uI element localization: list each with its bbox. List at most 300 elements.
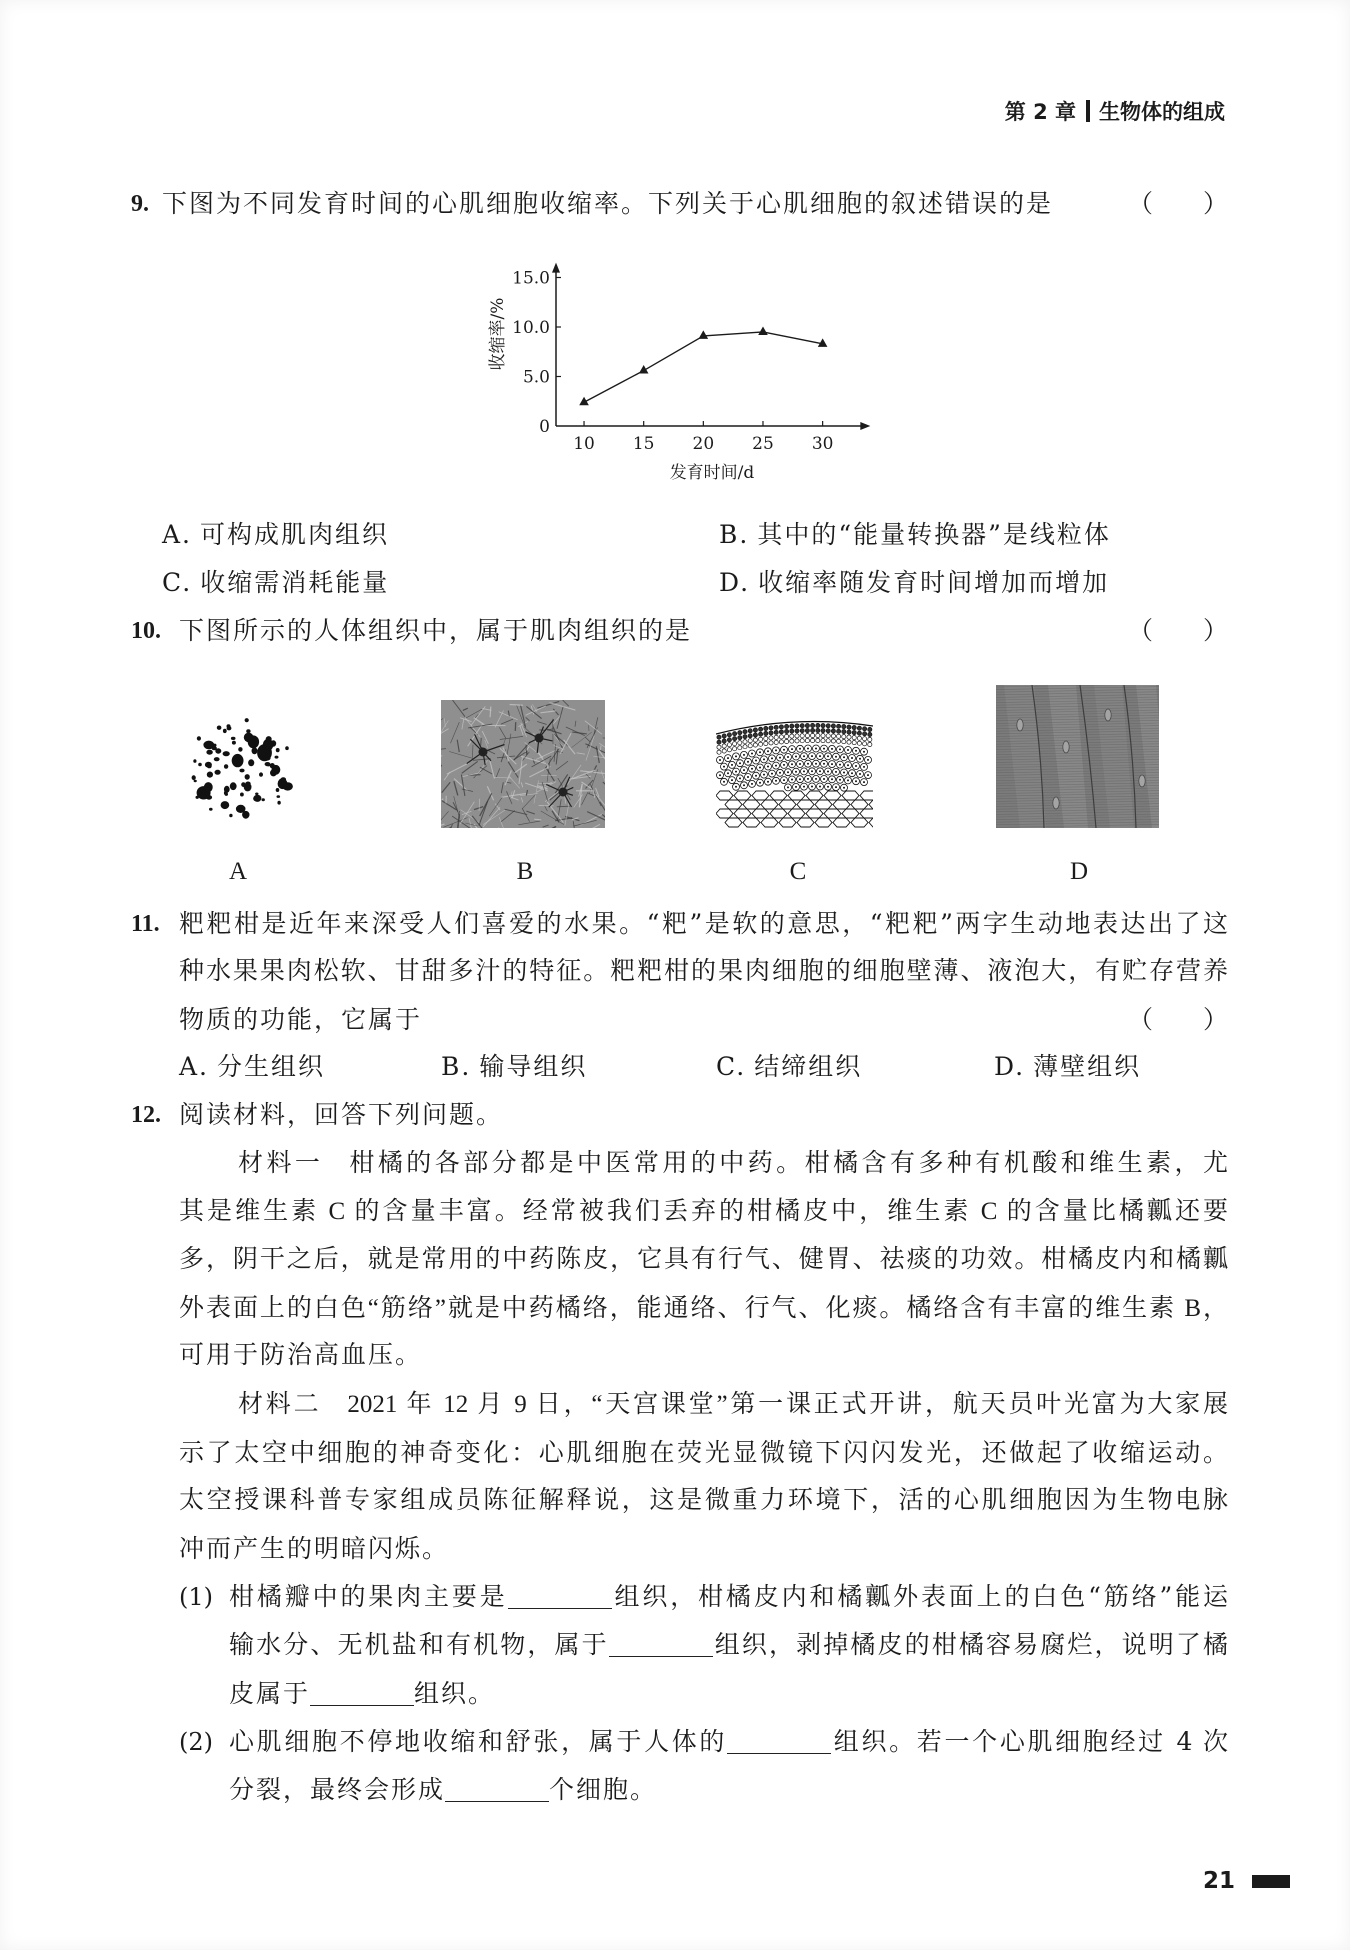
- q10-number: 10.: [131, 618, 161, 644]
- lower-cell: [869, 818, 873, 827]
- series-line: [584, 332, 823, 402]
- cell-blob: [198, 763, 202, 767]
- surface-cell: [868, 732, 872, 736]
- x-axis-arrow: [860, 422, 870, 430]
- cell-nucleus: [827, 771, 829, 773]
- cell-nucleus: [767, 766, 769, 768]
- surface-cell: [785, 724, 789, 728]
- cell-nucleus: [847, 779, 849, 781]
- cell-nucleus: [771, 757, 773, 759]
- cell-blob: [255, 793, 258, 796]
- q9-stem: 下图为不同发育时间的心肌细胞收缩率。下列关于心肌细胞的叙述错误的是: [162, 189, 1054, 218]
- surface-cell: [852, 726, 856, 730]
- material-1-text: 柑橘的各部分都是中医常用的中药。柑橘含有多种有机酸和维生素，尤: [349, 1150, 1228, 1177]
- y-axis-label: 收缩率/%: [488, 297, 508, 371]
- material-2-line-4: 冲而产生的明暗闪烁。: [179, 1536, 450, 1563]
- surface-cell: [790, 739, 794, 743]
- y-tick-label: 5.0: [522, 367, 550, 388]
- surface-cell: [790, 729, 794, 733]
- surface-cell: [831, 739, 835, 743]
- surface-cell: [837, 729, 841, 733]
- sub-question-1-line-1: [229, 1580, 1228, 1614]
- cell-nucleus: [743, 754, 745, 756]
- surface-cell: [831, 729, 835, 733]
- surface-cell: [852, 736, 856, 740]
- surface-cell: [837, 739, 841, 743]
- nucleus: [1139, 775, 1145, 787]
- cell-nucleus: [767, 750, 769, 752]
- surface-cell: [722, 734, 726, 738]
- option-label: A.: [179, 1052, 210, 1081]
- material-2-line-3: 太空授课科普专家组成员陈征解释说，这是微重力环境下，活的心肌细胞因为生物电脉: [179, 1487, 1228, 1514]
- cell-nucleus: [735, 771, 737, 773]
- cell-nucleus: [787, 771, 789, 773]
- lower-cell: [734, 791, 751, 800]
- lower-cell: [851, 818, 868, 827]
- material-2-line-2: 示了太空中细胞的神奇变化：心肌细胞在荧光显微镜下闪闪发光，还做起了收缩运动。: [179, 1440, 1228, 1467]
- q12-stem: 阅读材料，回答下列问题。: [179, 1100, 504, 1129]
- cell-blob: [285, 746, 289, 750]
- cell-blob: [248, 735, 259, 748]
- surface-cell: [717, 735, 721, 739]
- lower-cell: [770, 791, 787, 800]
- data-point: [758, 326, 768, 335]
- surface-cell: [868, 737, 872, 741]
- surface-cell: [738, 746, 742, 750]
- sub-question-2-line-2: [229, 1773, 657, 1807]
- surface-cell: [733, 732, 737, 736]
- option-label: D.: [719, 568, 751, 597]
- q9-option-b: [719, 518, 1111, 552]
- lower-cell: [815, 818, 832, 827]
- surface-cell: [821, 724, 825, 728]
- y-tick-label: 0: [539, 417, 550, 437]
- cell-blob: [259, 772, 263, 776]
- cell-blob: [245, 718, 249, 722]
- lower-cell: [716, 791, 733, 800]
- sub-question-1-label: (1): [179, 1583, 213, 1611]
- surface-cell: [717, 745, 721, 749]
- cell-nucleus: [751, 753, 753, 755]
- surface-cell: [800, 734, 804, 738]
- figure-label-a: A: [228, 858, 248, 885]
- page-number: 21: [1203, 1868, 1236, 1894]
- option-text: 薄壁组织: [1033, 1052, 1142, 1081]
- lower-cell: [842, 791, 859, 800]
- cell-nucleus: [747, 776, 749, 778]
- option-text: 分生组织: [217, 1052, 326, 1081]
- y-tick-label: 10.0: [512, 318, 550, 338]
- surface-cell: [795, 724, 799, 728]
- cell-blob: [227, 726, 232, 730]
- material-1-label: 材料一: [238, 1150, 324, 1177]
- surface-cell: [743, 735, 747, 739]
- surface-cell: [769, 736, 773, 740]
- surface-cell: [863, 742, 867, 746]
- surface-cell: [722, 744, 726, 748]
- cell-nucleus: [747, 761, 749, 763]
- chart-svg: [480, 250, 900, 490]
- cell-nucleus: [799, 778, 801, 780]
- cell-nucleus: [791, 763, 793, 765]
- cell-blob: [277, 795, 281, 798]
- surface-cell: [727, 733, 731, 737]
- cell-blob: [215, 770, 221, 775]
- cell-blob: [240, 793, 244, 797]
- x-tick-label: 10: [573, 434, 595, 454]
- nucleus: [1063, 741, 1069, 753]
- q9-number: 9.: [131, 191, 149, 217]
- surface-cell: [722, 749, 726, 753]
- surface-cell: [785, 739, 789, 743]
- figure-label-b: B: [516, 858, 534, 885]
- lower-cell: [860, 809, 873, 818]
- cell-nucleus: [863, 766, 865, 768]
- cell-nucleus: [855, 780, 857, 782]
- q10-stem: 下图所示的人体组织中，属于肌肉组织的是: [179, 616, 693, 645]
- cell-nucleus: [847, 764, 849, 766]
- tissue-figure-a: [179, 710, 298, 828]
- surface-cell: [764, 731, 768, 735]
- surface-cell: [811, 738, 815, 742]
- text-before-blank: 输水分、无机盐和有机物，属于: [229, 1630, 609, 1659]
- lower-cell: [806, 791, 823, 800]
- cell-nucleus: [807, 763, 809, 765]
- surface-cell: [743, 740, 747, 744]
- cell-blob: [196, 796, 199, 799]
- surface-cell: [847, 735, 851, 739]
- surface-cell: [743, 745, 747, 749]
- text-before-blank: 皮属于: [229, 1679, 311, 1708]
- cell-nucleus: [803, 786, 805, 788]
- surface-cell: [769, 741, 773, 745]
- cell-blob: [192, 775, 196, 780]
- surface-cell: [805, 724, 809, 728]
- cell-nucleus: [739, 777, 741, 779]
- material-1-line-5: 可用于防治高血压。: [179, 1342, 423, 1369]
- surface-cell: [738, 741, 742, 745]
- cell-nucleus: [843, 772, 845, 774]
- surface-cell: [821, 734, 825, 738]
- cell-nucleus: [755, 775, 757, 777]
- figure-label-d: D: [1069, 858, 1089, 885]
- surface-cell: [779, 740, 783, 744]
- surface-cell: [868, 727, 872, 731]
- lower-cell: [761, 800, 778, 809]
- cell-nucleus: [719, 774, 721, 776]
- cell-nucleus: [823, 763, 825, 765]
- surface-cell: [738, 736, 742, 740]
- cell-nucleus: [807, 748, 809, 750]
- option-label: B.: [719, 520, 750, 549]
- tissue-figure-b: [441, 700, 605, 828]
- surface-cell: [852, 731, 856, 735]
- lower-cell: [716, 809, 733, 818]
- surface-cell: [795, 734, 799, 738]
- surface-cell: [826, 734, 830, 738]
- surface-cell: [857, 736, 861, 740]
- surface-cell: [759, 727, 763, 731]
- fiber-line: [481, 738, 482, 746]
- option-text: 可构成肌肉组织: [200, 520, 390, 549]
- cell-blob: [225, 793, 228, 796]
- option-text: 输导组织: [479, 1052, 588, 1081]
- answer-blank: [609, 1630, 713, 1657]
- text-after-blank: 组织，柑橘皮内和橘瓤外表面上的白色“筋络”能运: [611, 1582, 1228, 1611]
- q11-line-2: 种水果果肉松软、甘甜多汁的特征。粑粑柑的果肉细胞的细胞壁薄、液泡大，有贮存营养: [179, 956, 1228, 985]
- surface-cell: [842, 740, 846, 744]
- cell-blob: [276, 788, 280, 792]
- cell-nucleus: [831, 763, 833, 765]
- surface-cell: [842, 735, 846, 739]
- surface-cell: [790, 734, 794, 738]
- surface-cell: [821, 729, 825, 733]
- option-label: C.: [162, 568, 193, 597]
- q11-option-a: [179, 1050, 325, 1084]
- lower-cell: [743, 818, 760, 827]
- tissue-figure-b-image: [441, 700, 605, 828]
- cell-blob: [266, 736, 272, 742]
- answer-blank: [508, 1582, 612, 1609]
- cell-blob: [194, 780, 197, 782]
- cell-blob: [239, 769, 244, 773]
- q11-answer-paren: （ ）: [1128, 1005, 1229, 1034]
- q11-option-d: [994, 1050, 1141, 1084]
- surface-cell: [748, 739, 752, 743]
- surface-cell: [733, 747, 737, 751]
- surface-cell: [842, 725, 846, 729]
- cell-nucleus: [851, 772, 853, 774]
- surface-cell: [769, 726, 773, 730]
- cell-blob: [200, 788, 204, 793]
- lower-cell: [725, 818, 742, 827]
- cell-blob: [209, 808, 213, 811]
- cell-nucleus: [771, 773, 773, 775]
- surface-cell: [816, 723, 820, 727]
- material-2-label: 材料二: [238, 1391, 322, 1418]
- cell-nucleus: [735, 755, 737, 757]
- x-tick-label: 15: [632, 434, 655, 454]
- cell-nucleus: [803, 755, 805, 757]
- surface-cell: [779, 725, 783, 729]
- surface-cell: [717, 750, 721, 754]
- cell-blob: [217, 726, 222, 730]
- tissue-figure-d: [996, 685, 1159, 828]
- surface-cell: [753, 743, 757, 747]
- material-1-line-1: [238, 1147, 1228, 1181]
- lower-cell: [842, 809, 859, 818]
- surface-cell: [863, 727, 867, 731]
- sub-question-1-line-3: [229, 1677, 495, 1711]
- surface-cell: [795, 739, 799, 743]
- surface-cell: [785, 734, 789, 738]
- text-before-blank: 柑橘瓣中的果肉主要是: [229, 1582, 508, 1611]
- option-text: 其中的“能量转换器”是线粒体: [757, 520, 1111, 549]
- surface-cell: [795, 729, 799, 733]
- nucleus: [1017, 719, 1023, 731]
- lower-cell: [851, 800, 868, 809]
- cell-nucleus: [743, 784, 745, 786]
- cell-nucleus: [791, 779, 793, 781]
- surface-cell: [863, 737, 867, 741]
- surface-cell: [847, 740, 851, 744]
- q11-option-c: [716, 1050, 862, 1084]
- surface-cell: [748, 744, 752, 748]
- cell-blob: [193, 759, 196, 763]
- cell-nucleus: [819, 770, 821, 772]
- surface-cell: [837, 734, 841, 738]
- sub-question-1-line-2: [229, 1628, 1228, 1662]
- surface-cell: [748, 734, 752, 738]
- cell-blob: [230, 782, 237, 790]
- surface-cell: [727, 748, 731, 752]
- cell-blob: [207, 764, 212, 768]
- surface-cell: [826, 739, 830, 743]
- material-1-line-3: 多，阴干之后，就是常用的中药陈皮，它具有行气、健胃、祛痰的功效。柑橘皮内和橘瓤: [179, 1246, 1228, 1273]
- cell-nucleus: [727, 757, 729, 759]
- surface-cell: [837, 724, 841, 728]
- text-after-blank: 个细胞。: [549, 1775, 658, 1804]
- cell-nucleus: [779, 772, 781, 774]
- q11-option-b: [441, 1050, 587, 1084]
- cell-blob: [223, 729, 227, 733]
- surface-cell: [831, 734, 835, 738]
- q12-number: 12.: [131, 1102, 161, 1128]
- cell-nucleus: [775, 780, 777, 782]
- cell-nucleus: [759, 767, 761, 769]
- cell-nucleus: [855, 750, 857, 752]
- cell-nucleus: [795, 786, 797, 788]
- layered-cells: [716, 723, 873, 827]
- tissue-figure-c-image: [716, 712, 873, 828]
- surface-cell: [857, 741, 861, 745]
- surface-cell: [857, 731, 861, 735]
- cell-nucleus: [807, 778, 809, 780]
- cell-blob: [236, 805, 246, 813]
- surface-cell: [759, 737, 763, 741]
- cell-blob: [207, 772, 213, 778]
- cell-nucleus: [859, 758, 861, 760]
- cell-nucleus: [839, 748, 841, 750]
- lower-cell: [833, 800, 850, 809]
- surface-cell: [717, 740, 721, 744]
- surface-cell: [816, 738, 820, 742]
- lower-cell: [770, 809, 787, 818]
- lower-cell: [824, 791, 841, 800]
- cell-blob: [223, 751, 230, 756]
- cell-nucleus: [795, 771, 797, 773]
- fiber-line: [490, 707, 491, 718]
- y-axis-arrow: [552, 263, 560, 273]
- surface-cell: [764, 741, 768, 745]
- fiber-line: [510, 705, 523, 706]
- cell-nucleus: [811, 755, 813, 757]
- surface-cell: [779, 730, 783, 734]
- cell-nucleus: [859, 773, 861, 775]
- cell-nucleus: [787, 786, 789, 788]
- cell-nucleus: [791, 748, 793, 750]
- surface-cell: [857, 726, 861, 730]
- sub-question-2-label: (2): [179, 1728, 213, 1756]
- option-label: A.: [162, 520, 193, 549]
- surface-cell: [753, 728, 757, 732]
- cell-nucleus: [735, 786, 737, 788]
- cell-nucleus: [783, 749, 785, 751]
- cell-blob: [204, 782, 213, 792]
- lower-cell: [824, 809, 841, 818]
- option-text: 收缩率随发育时间增加而增加: [758, 568, 1110, 597]
- surface-cell: [774, 735, 778, 739]
- x-axis-label: 发育时间/d: [669, 463, 755, 483]
- surface-cell: [774, 730, 778, 734]
- text-before-blank: 心肌细胞不停地收缩和舒张，属于人体的: [229, 1727, 728, 1756]
- option-label: C.: [716, 1052, 747, 1081]
- cell-nucleus: [783, 764, 785, 766]
- data-point: [699, 330, 709, 339]
- surface-cell: [748, 729, 752, 733]
- y-tick-label: 15.0: [512, 268, 550, 289]
- cell-nucleus: [843, 787, 845, 789]
- surface-cell: [727, 738, 731, 742]
- answer-blank: [727, 1727, 831, 1754]
- q9-option-a: [162, 518, 389, 552]
- surface-cell: [753, 738, 757, 742]
- lower-cell: [797, 818, 814, 827]
- nucleus: [1105, 709, 1111, 721]
- cell-blob: [221, 801, 230, 809]
- q11-line-3: 物质的功能，它属于: [179, 1005, 423, 1034]
- surface-cell: [811, 728, 815, 732]
- cell-blob: [281, 777, 287, 781]
- cell-nucleus: [815, 778, 817, 780]
- surface-cell: [764, 726, 768, 730]
- surface-cell: [805, 734, 809, 738]
- q9-option-c: [162, 566, 389, 600]
- cell-nucleus: [863, 781, 865, 783]
- surface-cell: [733, 737, 737, 741]
- nucleus: [1053, 797, 1059, 809]
- tissue-figure-a-image: [179, 710, 298, 828]
- cell-nucleus: [775, 749, 777, 751]
- fiber-line: [557, 806, 570, 807]
- lower-cell: [725, 800, 742, 809]
- surface-cell: [753, 733, 757, 737]
- cell-nucleus: [827, 755, 829, 757]
- cell-blob: [215, 748, 221, 753]
- blob-cells: [192, 718, 293, 819]
- surface-cell: [826, 729, 830, 733]
- x-tick-label: 30: [811, 434, 834, 454]
- cell-blob: [245, 774, 250, 780]
- cell-nucleus: [863, 751, 865, 753]
- chapter-number: 第 2 章: [1004, 100, 1076, 124]
- cell-blob: [277, 801, 280, 805]
- material-1-line-2: 其是维生素 C 的含量丰富。经常被我们丢弃的柑橘皮中，维生素 C 的含量比橘瓤还要: [179, 1198, 1228, 1225]
- lower-cell: [743, 800, 760, 809]
- cell-nucleus: [851, 757, 853, 759]
- surface-cell: [727, 743, 731, 747]
- cell-nucleus: [767, 781, 769, 783]
- surface-cell: [743, 730, 747, 734]
- cell-nucleus: [755, 760, 757, 762]
- surface-cell: [764, 736, 768, 740]
- surface-cell: [847, 730, 851, 734]
- lower-cell: [779, 800, 796, 809]
- cell-nucleus: [787, 756, 789, 758]
- option-label: B.: [441, 1052, 472, 1081]
- option-text: 结缔组织: [754, 1052, 863, 1081]
- text-before-blank: 分裂，最终会形成: [229, 1775, 446, 1804]
